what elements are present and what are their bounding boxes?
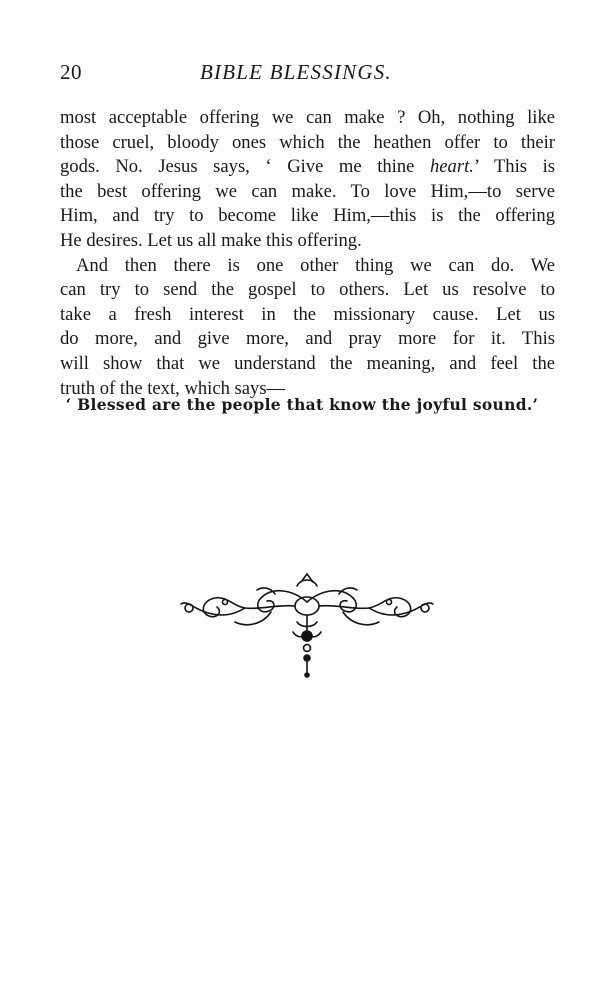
text-line: will show that we understand the meaning, and feel the (60, 352, 555, 374)
body-text (60, 106, 555, 401)
text-segment: gods. No. Jesus says, ‘ Give me thine (60, 156, 430, 178)
text-line: can try to send the gospel to others. Let us resolve to (60, 279, 555, 301)
text-line: those cruel, bloody ones which the heathen offer to their (60, 131, 555, 153)
text-line: He desires. Let us all make this offering. (60, 229, 362, 251)
text-segment: ’ This is (473, 156, 555, 178)
page-number: 20 (60, 60, 82, 84)
text-line: truth of the text, which says— (60, 377, 286, 399)
paragraph (60, 254, 555, 402)
text-line: most acceptable offering we can make ? Oh, nothing like (60, 107, 555, 128)
text-line: Him, and try to become like Him,—this is the offering (60, 205, 555, 227)
text-line: the best offering we can make. To love Him,—to serve (60, 180, 555, 202)
emphasis-word: heart. (429, 156, 474, 178)
text-line: take a fresh interest in the missionary cause. Let us (60, 303, 555, 325)
text-line: do more, and give more, and pray more for it. This (60, 328, 555, 350)
closing-quote: ‘ Blessed are the people that know the joyful sound.’ (65, 395, 539, 414)
running-title: BIBLE BLESSINGS. (200, 60, 392, 84)
text-line (60, 155, 555, 180)
paragraph (60, 106, 555, 254)
text-line: And then there is one other thing we can do. We (76, 254, 555, 276)
running-head (60, 60, 560, 90)
floral-scroll-ornament-icon (175, 572, 440, 682)
